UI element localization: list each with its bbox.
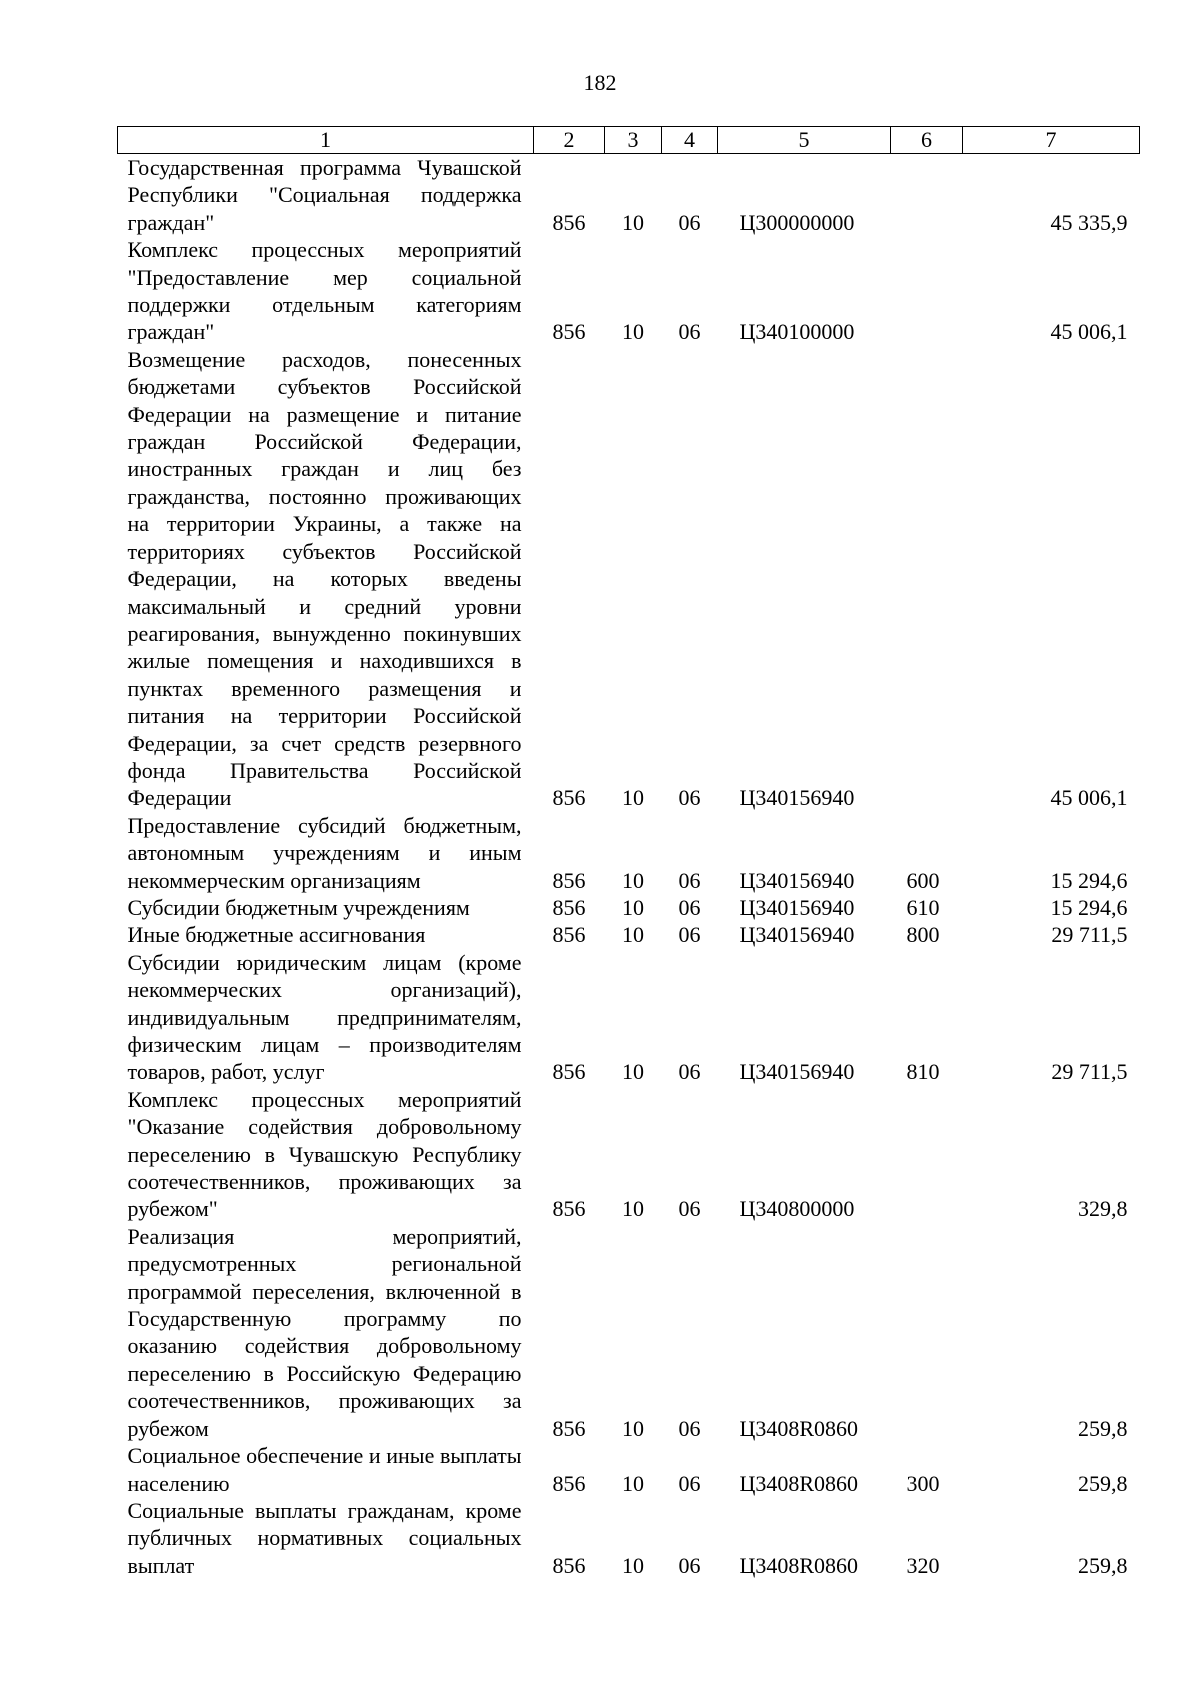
table-row <box>118 346 1140 812</box>
row-col-7: 45 006,1 <box>1050 785 1128 811</box>
table-row <box>118 812 1140 894</box>
row-col-4: 06 <box>678 922 701 948</box>
row-col-2: 856 <box>552 1196 586 1222</box>
row-name: Комплекс процессных мероприятий "Предоставление мер социальной поддержки отдельным категориям граждан" <box>127 237 522 345</box>
row-col-7: 29 711,5 <box>1051 922 1128 948</box>
header-col-1: 1 <box>118 127 534 154</box>
row-col-2: 856 <box>552 209 586 235</box>
row-col-5: Ц3408R0860 <box>739 1470 859 1496</box>
row-col-7: 259,8 <box>1078 1470 1128 1496</box>
row-col-5: Ц340156940 <box>739 785 855 811</box>
row-col-3: 10 <box>622 1059 644 1085</box>
row-name: Субсидии бюджетным учреждениям <box>127 894 470 920</box>
row-col-4: 06 <box>678 1552 701 1578</box>
row-name: Возмещение расходов, понесенных бюджетами субъектов Российской Федерации на размещение и питание граждан Российской Федерации, иностранных граждан и лиц без гражданства, постоянно проживающих на территории Украины, а также на территориях субъектов Российской Федерации, на которых введены максимальный и средний уровни реагирования, вынужденно покинувших жилые помещения и находившихся в пунктах временного размещения и питания на территории Российской Федерации, за счет средств резервного фонда Правительства Российской Федерации <box>127 346 522 811</box>
row-col-5: Ц3408R0860 <box>739 1415 859 1441</box>
row-col-3: 10 <box>622 209 644 235</box>
row-col-7: 29 711,5 <box>1051 1059 1128 1085</box>
row-col-6 <box>891 1086 963 1223</box>
table-body <box>118 154 1140 1580</box>
row-col-5: Ц300000000 <box>739 209 855 235</box>
header-col-4: 4 <box>662 127 718 154</box>
row-name: Социальное обеспечение и иные выплаты населению <box>127 1443 522 1496</box>
table-row <box>118 236 1140 346</box>
row-col-4: 06 <box>678 1415 701 1441</box>
row-col-2: 856 <box>552 319 586 345</box>
row-col-2: 856 <box>552 1415 586 1441</box>
table-header <box>118 127 1140 154</box>
row-col-6 <box>891 236 963 346</box>
row-col-2: 856 <box>552 1059 586 1085</box>
table-row <box>118 1497 1140 1579</box>
row-col-2: 856 <box>552 894 586 920</box>
row-col-7: 15 294,6 <box>1050 894 1128 920</box>
row-col-5: Ц340800000 <box>739 1196 855 1222</box>
row-col-7: 259,8 <box>1078 1552 1128 1578</box>
header-col-6: 6 <box>891 127 963 154</box>
page-number: 182 <box>583 70 617 95</box>
header-row <box>118 127 1140 154</box>
row-col-6 <box>891 346 963 812</box>
header-col-7: 7 <box>963 127 1140 154</box>
row-col-6 <box>891 154 963 237</box>
row-col-3: 10 <box>622 1552 644 1578</box>
row-col-5: Ц340156940 <box>739 894 855 920</box>
row-col-4: 06 <box>678 1196 701 1222</box>
row-col-4: 06 <box>678 785 701 811</box>
table-row <box>118 1442 1140 1497</box>
header-col-5: 5 <box>718 127 891 154</box>
row-col-5: Ц340156940 <box>739 1059 855 1085</box>
row-col-6: 810 <box>906 1059 940 1085</box>
row-col-2: 856 <box>552 1552 586 1578</box>
row-name: Субсидии юридическим лицам (кроме некоммерческих организаций), индивидуальным предпринимателям, физическим лицам – производителям товаров, работ, услуг <box>127 949 522 1085</box>
row-col-5: Ц340156940 <box>739 867 855 893</box>
row-col-3: 10 <box>622 867 644 893</box>
row-col-3: 10 <box>622 894 644 920</box>
budget-table <box>117 126 1140 1579</box>
row-col-6: 800 <box>906 922 940 948</box>
row-col-4: 06 <box>678 1470 701 1496</box>
table-row <box>118 1223 1140 1442</box>
row-name: Реализация мероприятий, предусмотренных региональной программой переселения, включенной в Государственную программу по оказанию содействия добровольному переселению в Российскую Федерацию соотечественников, проживающих за рубежом <box>127 1223 522 1441</box>
row-col-3: 10 <box>622 1415 644 1441</box>
row-name: Иные бюджетные ассигнования <box>127 922 426 948</box>
row-col-4: 06 <box>678 319 701 345</box>
row-col-3: 10 <box>622 1470 644 1496</box>
header-col-2: 2 <box>534 127 605 154</box>
row-col-6: 300 <box>906 1470 940 1496</box>
row-col-3: 10 <box>622 1196 644 1222</box>
table-row <box>118 921 1140 948</box>
row-col-2: 856 <box>552 922 586 948</box>
row-col-2: 856 <box>552 1470 586 1496</box>
row-col-7: 15 294,6 <box>1050 867 1128 893</box>
row-col-4: 06 <box>678 1059 701 1085</box>
row-col-6 <box>891 1223 963 1442</box>
row-col-6: 610 <box>906 894 940 920</box>
row-col-3: 10 <box>622 319 644 345</box>
row-col-6: 320 <box>906 1552 940 1578</box>
row-col-7: 45 335,9 <box>1050 209 1128 235</box>
row-col-3: 10 <box>622 922 644 948</box>
row-name: Предоставление субсидий бюджетным, автономным учреждениям и иным некоммерческим организациям <box>127 812 522 893</box>
row-col-7: 329,8 <box>1078 1196 1128 1222</box>
table-row <box>118 154 1140 237</box>
header-col-3: 3 <box>605 127 662 154</box>
row-col-5: Ц3408R0860 <box>739 1552 859 1578</box>
row-col-5: Ц340156940 <box>739 922 855 948</box>
row-col-2: 856 <box>552 867 586 893</box>
row-name: Государственная программа Чувашской Республики "Социальная поддержка граждан" <box>127 155 522 235</box>
row-col-7: 259,8 <box>1078 1415 1128 1441</box>
row-col-4: 06 <box>678 867 701 893</box>
row-col-4: 06 <box>678 894 701 920</box>
row-name: Социальные выплаты гражданам, кроме публичных нормативных социальных выплат <box>127 1497 522 1578</box>
table-row <box>118 1086 1140 1223</box>
row-col-6: 600 <box>906 867 940 893</box>
row-col-2: 856 <box>552 785 586 811</box>
row-col-3: 10 <box>622 785 644 811</box>
row-col-5: Ц340100000 <box>739 319 855 345</box>
table-row <box>118 894 1140 921</box>
row-col-4: 06 <box>678 209 701 235</box>
table-row <box>118 949 1140 1086</box>
row-name: Комплекс процессных мероприятий "Оказание содействия добровольному переселению в Чувашскую Республику соотечественников, проживающих за рубежом" <box>127 1086 522 1222</box>
row-col-7: 45 006,1 <box>1050 319 1128 345</box>
